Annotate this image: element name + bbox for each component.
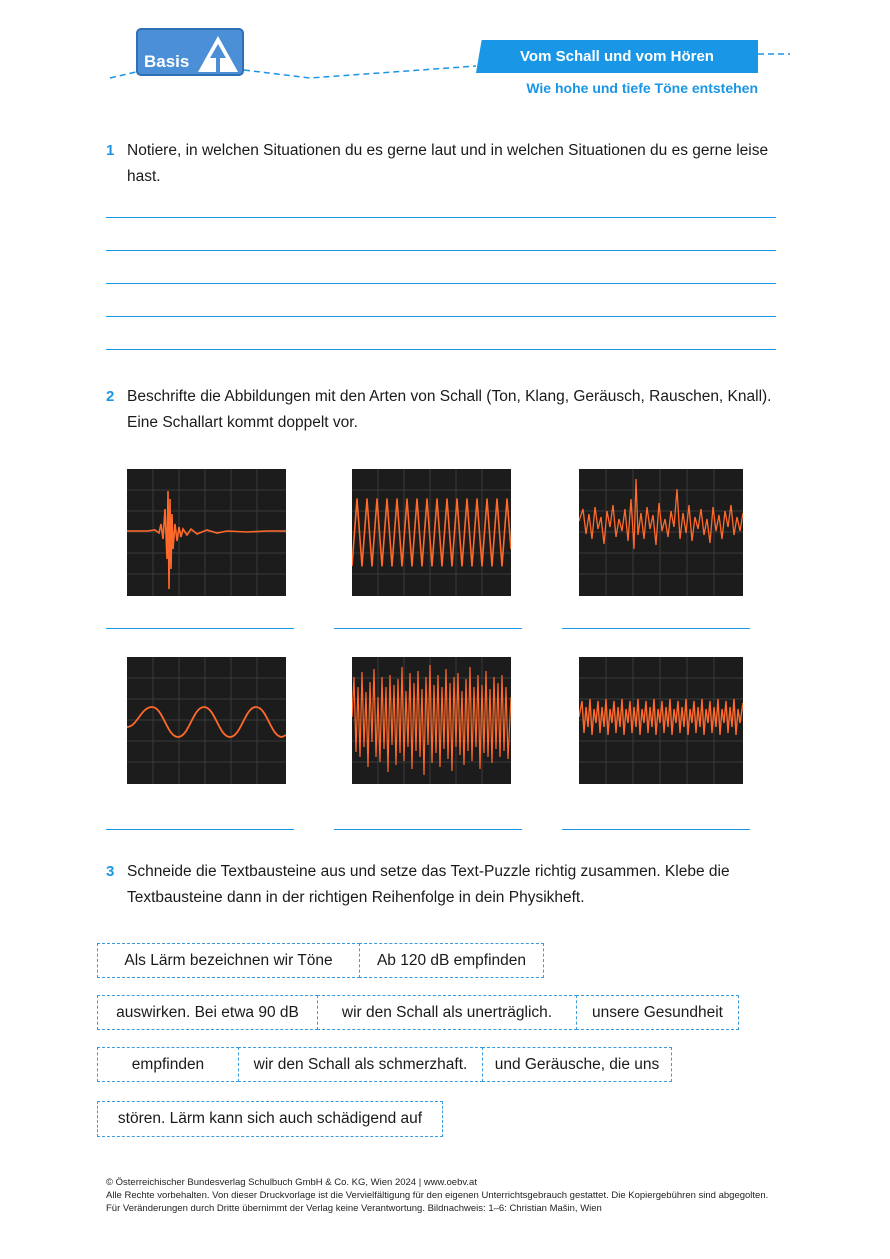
answer-line[interactable] (334, 628, 522, 629)
oscilloscope-image-1 (127, 469, 286, 596)
writing-line[interactable] (106, 283, 776, 284)
knall-waveform (127, 469, 286, 596)
oscilloscope-image-2 (352, 469, 511, 596)
footer (106, 1176, 826, 1215)
answer-line[interactable] (106, 829, 294, 830)
rauschen-waveform (352, 657, 511, 784)
answer-line[interactable] (334, 829, 522, 830)
writing-line[interactable] (106, 316, 776, 317)
answer-line[interactable] (106, 628, 294, 629)
oscilloscope-image-5 (352, 657, 511, 784)
ton-waveform-low (127, 657, 286, 784)
oscilloscope-image-4 (127, 657, 286, 784)
geraeusch-waveform (579, 469, 743, 596)
text-piece[interactable]: stören. Lärm kann sich auch schädigend auf (97, 1101, 443, 1137)
text-piece[interactable]: Ab 120 dB empfinden (359, 943, 544, 978)
footer-rights: Alle Rechte vorbehalten. Von dieser Druckvorlage ist die Vervielfältigung für den eigenen Unterrichtsgebrauch gestattet. Die Kopiergebühren sind abgegolten. (106, 1190, 769, 1201)
page-subtitle: Wie hohe und tiefe Töne entstehen (526, 80, 758, 96)
ton-waveform-high (352, 469, 511, 596)
text-piece[interactable]: wir den Schall als unerträglich. (317, 995, 577, 1030)
logo-label: Basis (144, 52, 190, 71)
answer-line[interactable] (562, 829, 750, 830)
klang-waveform (579, 657, 743, 784)
text-piece[interactable]: Als Lärm bezeichnen wir Töne (97, 943, 360, 978)
answer-line[interactable] (562, 628, 750, 629)
text-piece[interactable]: wir den Schall als schmerzhaft. (238, 1047, 483, 1082)
basis-logo (136, 28, 244, 76)
oscilloscope-image-6 (579, 657, 743, 784)
task-1-text: Notiere, in welchen Situationen du es gerne laut und in welchen Situationen du es gerne leise hast. (127, 142, 769, 185)
page-title: Vom Schall und vom Hören (520, 48, 714, 65)
task-3-text: Schneide die Textbausteine aus und setze das Text-Puzzle richtig zusammen. Klebe die Textbausteine dann in der richtigen Reihenfolge in dein Physikheft. (127, 863, 730, 906)
writing-line[interactable] (106, 217, 776, 218)
task-1-number: 1 (106, 142, 115, 159)
task-2-text: Beschrifte die Abbildungen mit den Arten von Schall (Ton, Klang, Geräusch, Rauschen, Knall). Eine Schallart kommt doppelt vor. (127, 388, 772, 431)
triangle-icon (196, 34, 240, 74)
oscilloscope-image-3 (579, 469, 743, 596)
task-3-number: 3 (106, 863, 115, 880)
footer-disclaimer: Für Veränderungen durch Dritte übernimmt der Verlag keine Verantwortung. Bildnachweis: 1–6: Christian Mašin, Wien (106, 1203, 602, 1214)
text-piece[interactable]: empfinden (97, 1047, 239, 1082)
writing-line[interactable] (106, 250, 776, 251)
text-piece[interactable]: auswirken. Bei etwa 90 dB (97, 995, 318, 1030)
task-2-number: 2 (106, 388, 115, 405)
writing-line[interactable] (106, 349, 776, 350)
footer-copyright: © Österreichischer Bundesverlag Schulbuch GmbH & Co. KG, Wien 2024 | www.oebv.at (106, 1177, 477, 1188)
text-piece[interactable]: und Geräusche, die uns (482, 1047, 672, 1082)
text-piece[interactable]: unsere Gesundheit (576, 995, 739, 1030)
